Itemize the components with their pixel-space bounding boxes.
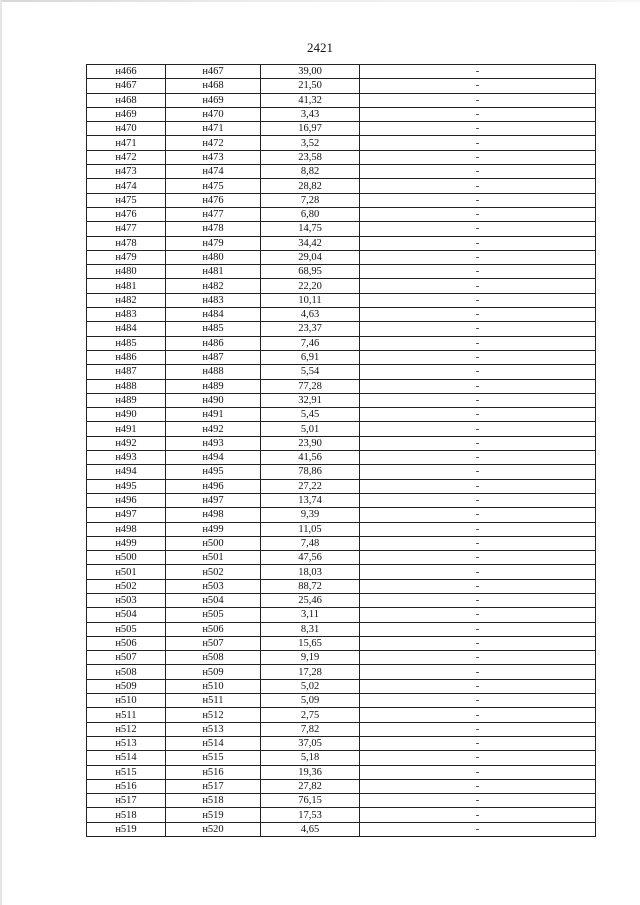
from-point-cell: н481 [87, 279, 166, 293]
to-point-cell: н510 [166, 679, 261, 693]
to-point-cell: н488 [166, 365, 261, 379]
to-point-cell: н489 [166, 379, 261, 393]
note-cell: - [360, 479, 596, 493]
from-point-cell: н511 [87, 708, 166, 722]
from-point-cell: н504 [87, 608, 166, 622]
from-point-cell: н493 [87, 451, 166, 465]
to-point-cell: н491 [166, 408, 261, 422]
distance-cell: 5,02 [261, 679, 360, 693]
to-point-cell: н516 [166, 765, 261, 779]
from-point-cell: н512 [87, 722, 166, 736]
note-cell: - [360, 308, 596, 322]
from-point-cell: н514 [87, 751, 166, 765]
distance-cell: 9,19 [261, 651, 360, 665]
table-row [87, 250, 596, 264]
distance-cell: 39,00 [261, 65, 360, 79]
distance-cell: 6,91 [261, 350, 360, 364]
table-row [87, 193, 596, 207]
distance-cell: 17,53 [261, 808, 360, 822]
to-point-cell: н504 [166, 593, 261, 607]
from-point-cell: н473 [87, 165, 166, 179]
to-point-cell: н493 [166, 436, 261, 450]
to-point-cell: н512 [166, 708, 261, 722]
distance-cell: 25,46 [261, 593, 360, 607]
table-row [87, 422, 596, 436]
distance-cell: 13,74 [261, 493, 360, 507]
note-cell: - [360, 336, 596, 350]
from-point-cell: н494 [87, 465, 166, 479]
note-cell: - [360, 765, 596, 779]
note-cell: - [360, 222, 596, 236]
distance-cell: 22,20 [261, 279, 360, 293]
note-cell: - [360, 451, 596, 465]
distance-cell: 5,18 [261, 751, 360, 765]
to-point-cell: н506 [166, 622, 261, 636]
to-point-cell: н494 [166, 451, 261, 465]
table-row [87, 93, 596, 107]
to-point-cell: н514 [166, 736, 261, 750]
from-point-cell: н486 [87, 350, 166, 364]
table-row [87, 808, 596, 822]
distance-cell: 8,82 [261, 165, 360, 179]
table-row [87, 465, 596, 479]
table-row [87, 536, 596, 550]
note-cell: - [360, 207, 596, 221]
table-row [87, 751, 596, 765]
table-row [87, 365, 596, 379]
from-point-cell: н474 [87, 179, 166, 193]
to-point-cell: н473 [166, 150, 261, 164]
distance-cell: 4,63 [261, 308, 360, 322]
table-row [87, 665, 596, 679]
note-cell: - [360, 565, 596, 579]
distance-cell: 78,86 [261, 465, 360, 479]
note-cell: - [360, 522, 596, 536]
table-row [87, 308, 596, 322]
distance-cell: 4,65 [261, 822, 360, 836]
to-point-cell: н507 [166, 636, 261, 650]
distance-cell: 27,22 [261, 479, 360, 493]
from-point-cell: н490 [87, 408, 166, 422]
from-point-cell: н510 [87, 694, 166, 708]
table-row [87, 736, 596, 750]
distance-cell: 77,28 [261, 379, 360, 393]
note-cell: - [360, 422, 596, 436]
table-row [87, 293, 596, 307]
from-point-cell: н477 [87, 222, 166, 236]
table-row [87, 451, 596, 465]
table-row [87, 722, 596, 736]
to-point-cell: н481 [166, 265, 261, 279]
distance-cell: 27,82 [261, 779, 360, 793]
to-point-cell: н480 [166, 250, 261, 264]
table-row [87, 822, 596, 836]
note-cell: - [360, 279, 596, 293]
distance-cell: 21,50 [261, 79, 360, 93]
note-cell: - [360, 465, 596, 479]
distance-cell: 47,56 [261, 551, 360, 565]
to-point-cell: н518 [166, 794, 261, 808]
to-point-cell: н475 [166, 179, 261, 193]
note-cell: - [360, 65, 596, 79]
distance-cell: 23,37 [261, 322, 360, 336]
note-cell: - [360, 379, 596, 393]
table-row [87, 493, 596, 507]
table-row [87, 222, 596, 236]
table-row [87, 622, 596, 636]
table-row [87, 379, 596, 393]
note-cell: - [360, 536, 596, 550]
from-point-cell: н485 [87, 336, 166, 350]
distance-cell: 10,11 [261, 293, 360, 307]
to-point-cell: н474 [166, 165, 261, 179]
from-point-cell: н497 [87, 508, 166, 522]
table-row [87, 350, 596, 364]
from-point-cell: н468 [87, 93, 166, 107]
to-point-cell: н508 [166, 651, 261, 665]
note-cell: - [360, 622, 596, 636]
note-cell: - [360, 250, 596, 264]
to-point-cell: н484 [166, 308, 261, 322]
from-point-cell: н516 [87, 779, 166, 793]
note-cell: - [360, 408, 596, 422]
to-point-cell: н469 [166, 93, 261, 107]
to-point-cell: н476 [166, 193, 261, 207]
scan-edge [0, 0, 640, 2]
note-cell: - [360, 79, 596, 93]
scan-edge [0, 0, 2, 905]
from-point-cell: н484 [87, 322, 166, 336]
distance-cell: 3,43 [261, 107, 360, 121]
from-point-cell: н502 [87, 579, 166, 593]
note-cell: - [360, 636, 596, 650]
to-point-cell: н511 [166, 694, 261, 708]
note-cell: - [360, 122, 596, 136]
from-point-cell: н487 [87, 365, 166, 379]
to-point-cell: н492 [166, 422, 261, 436]
table-row [87, 679, 596, 693]
note-cell: - [360, 694, 596, 708]
to-point-cell: н478 [166, 222, 261, 236]
distance-cell: 23,90 [261, 436, 360, 450]
table-row [87, 408, 596, 422]
to-point-cell: н502 [166, 565, 261, 579]
table-row [87, 779, 596, 793]
to-point-cell: н471 [166, 122, 261, 136]
distance-cell: 88,72 [261, 579, 360, 593]
distance-cell: 3,52 [261, 136, 360, 150]
to-point-cell: н501 [166, 551, 261, 565]
note-cell: - [360, 608, 596, 622]
from-point-cell: н499 [87, 536, 166, 550]
to-point-cell: н487 [166, 350, 261, 364]
note-cell: - [360, 322, 596, 336]
to-point-cell: н495 [166, 465, 261, 479]
from-point-cell: н489 [87, 393, 166, 407]
table-body [87, 65, 596, 837]
from-point-cell: н498 [87, 522, 166, 536]
boundary-points-table [86, 64, 596, 837]
from-point-cell: н515 [87, 765, 166, 779]
note-cell: - [360, 236, 596, 250]
distance-cell: 9,39 [261, 508, 360, 522]
table-row [87, 165, 596, 179]
from-point-cell: н471 [87, 136, 166, 150]
note-cell: - [360, 822, 596, 836]
from-point-cell: н503 [87, 593, 166, 607]
to-point-cell: н477 [166, 207, 261, 221]
from-point-cell: н466 [87, 65, 166, 79]
from-point-cell: н506 [87, 636, 166, 650]
distance-cell: 5,45 [261, 408, 360, 422]
note-cell: - [360, 293, 596, 307]
table-row [87, 565, 596, 579]
distance-cell: 28,82 [261, 179, 360, 193]
to-point-cell: н519 [166, 808, 261, 822]
to-point-cell: н497 [166, 493, 261, 507]
to-point-cell: н486 [166, 336, 261, 350]
distance-cell: 68,95 [261, 265, 360, 279]
distance-cell: 29,04 [261, 250, 360, 264]
distance-cell: 7,48 [261, 536, 360, 550]
note-cell: - [360, 350, 596, 364]
note-cell: - [360, 150, 596, 164]
from-point-cell: н518 [87, 808, 166, 822]
table-row [87, 479, 596, 493]
table-row [87, 579, 596, 593]
table-row [87, 136, 596, 150]
distance-cell: 3,11 [261, 608, 360, 622]
table-row [87, 150, 596, 164]
table-row [87, 708, 596, 722]
from-point-cell: н476 [87, 207, 166, 221]
from-point-cell: н495 [87, 479, 166, 493]
note-cell: - [360, 193, 596, 207]
distance-cell: 76,15 [261, 794, 360, 808]
to-point-cell: н472 [166, 136, 261, 150]
from-point-cell: н482 [87, 293, 166, 307]
from-point-cell: н501 [87, 565, 166, 579]
note-cell: - [360, 665, 596, 679]
note-cell: - [360, 265, 596, 279]
note-cell: - [360, 508, 596, 522]
to-point-cell: н490 [166, 393, 261, 407]
to-point-cell: н467 [166, 65, 261, 79]
to-point-cell: н520 [166, 822, 261, 836]
to-point-cell: н470 [166, 107, 261, 121]
table-row [87, 794, 596, 808]
from-point-cell: н496 [87, 493, 166, 507]
distance-cell: 8,31 [261, 622, 360, 636]
from-point-cell: н467 [87, 79, 166, 93]
table-row [87, 694, 596, 708]
note-cell: - [360, 365, 596, 379]
to-point-cell: н505 [166, 608, 261, 622]
distance-cell: 5,01 [261, 422, 360, 436]
distance-cell: 6,80 [261, 207, 360, 221]
from-point-cell: н519 [87, 822, 166, 836]
distance-cell: 37,05 [261, 736, 360, 750]
table-row [87, 79, 596, 93]
note-cell: - [360, 708, 596, 722]
table-row [87, 593, 596, 607]
to-point-cell: н483 [166, 293, 261, 307]
to-point-cell: н517 [166, 779, 261, 793]
from-point-cell: н479 [87, 250, 166, 264]
from-point-cell: н470 [87, 122, 166, 136]
from-point-cell: н492 [87, 436, 166, 450]
table-row [87, 436, 596, 450]
to-point-cell: н499 [166, 522, 261, 536]
table-row [87, 336, 596, 350]
note-cell: - [360, 436, 596, 450]
from-point-cell: н513 [87, 736, 166, 750]
note-cell: - [360, 493, 596, 507]
note-cell: - [360, 393, 596, 407]
note-cell: - [360, 679, 596, 693]
distance-cell: 2,75 [261, 708, 360, 722]
to-point-cell: н503 [166, 579, 261, 593]
note-cell: - [360, 751, 596, 765]
from-point-cell: н509 [87, 679, 166, 693]
table-row [87, 236, 596, 250]
table-row [87, 522, 596, 536]
from-point-cell: н508 [87, 665, 166, 679]
distance-cell: 7,46 [261, 336, 360, 350]
note-cell: - [360, 551, 596, 565]
note-cell: - [360, 93, 596, 107]
to-point-cell: н515 [166, 751, 261, 765]
from-point-cell: н483 [87, 308, 166, 322]
table-row [87, 65, 596, 79]
table-row [87, 279, 596, 293]
note-cell: - [360, 736, 596, 750]
note-cell: - [360, 165, 596, 179]
distance-cell: 18,03 [261, 565, 360, 579]
table-row [87, 207, 596, 221]
from-point-cell: н500 [87, 551, 166, 565]
note-cell: - [360, 722, 596, 736]
distance-cell: 5,54 [261, 365, 360, 379]
from-point-cell: н507 [87, 651, 166, 665]
table-row [87, 107, 596, 121]
distance-cell: 34,42 [261, 236, 360, 250]
to-point-cell: н468 [166, 79, 261, 93]
to-point-cell: н498 [166, 508, 261, 522]
to-point-cell: н509 [166, 665, 261, 679]
distance-cell: 41,56 [261, 451, 360, 465]
distance-cell: 11,05 [261, 522, 360, 536]
to-point-cell: н482 [166, 279, 261, 293]
table-row [87, 608, 596, 622]
from-point-cell: н475 [87, 193, 166, 207]
table-row [87, 179, 596, 193]
to-point-cell: н485 [166, 322, 261, 336]
distance-cell: 16,97 [261, 122, 360, 136]
to-point-cell: н513 [166, 722, 261, 736]
note-cell: - [360, 779, 596, 793]
distance-cell: 15,65 [261, 636, 360, 650]
table-row [87, 651, 596, 665]
distance-cell: 41,32 [261, 93, 360, 107]
distance-cell: 5,09 [261, 694, 360, 708]
table-row [87, 508, 596, 522]
note-cell: - [360, 579, 596, 593]
to-point-cell: н500 [166, 536, 261, 550]
from-point-cell: н517 [87, 794, 166, 808]
distance-cell: 14,75 [261, 222, 360, 236]
from-point-cell: н505 [87, 622, 166, 636]
note-cell: - [360, 794, 596, 808]
note-cell: - [360, 651, 596, 665]
note-cell: - [360, 107, 596, 121]
from-point-cell: н469 [87, 107, 166, 121]
from-point-cell: н491 [87, 422, 166, 436]
from-point-cell: н478 [87, 236, 166, 250]
distance-cell: 17,28 [261, 665, 360, 679]
distance-cell: 19,36 [261, 765, 360, 779]
table-row [87, 551, 596, 565]
table-row [87, 322, 596, 336]
table-row [87, 122, 596, 136]
distance-cell: 7,28 [261, 193, 360, 207]
distance-cell: 23,58 [261, 150, 360, 164]
note-cell: - [360, 179, 596, 193]
distance-cell: 7,82 [261, 722, 360, 736]
note-cell: - [360, 136, 596, 150]
to-point-cell: н479 [166, 236, 261, 250]
distance-cell: 32,91 [261, 393, 360, 407]
table-row [87, 265, 596, 279]
note-cell: - [360, 593, 596, 607]
from-point-cell: н472 [87, 150, 166, 164]
page-number: 2421 [307, 40, 333, 55]
to-point-cell: н496 [166, 479, 261, 493]
note-cell: - [360, 808, 596, 822]
table-row [87, 393, 596, 407]
from-point-cell: н488 [87, 379, 166, 393]
table-row [87, 636, 596, 650]
from-point-cell: н480 [87, 265, 166, 279]
table-row [87, 765, 596, 779]
